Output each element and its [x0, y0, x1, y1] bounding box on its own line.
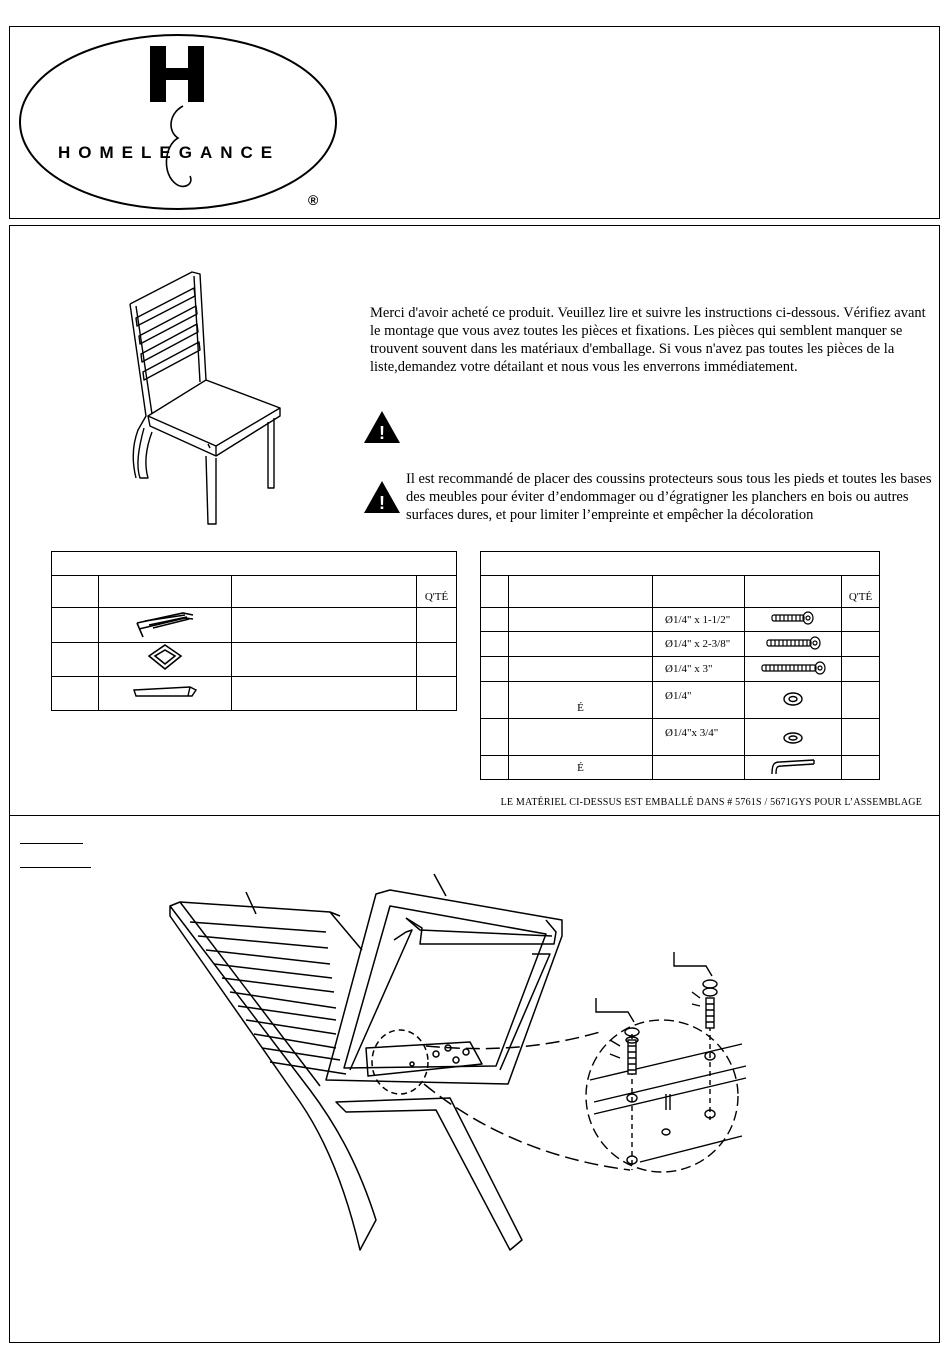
- table-row: [481, 657, 880, 682]
- packaging-note: LE MATÉRIEL CI-DESSUS EST EMBALLÉ DANS # 5761S / 5671GYS POUR L’ASSEMBLAGE: [500, 797, 922, 808]
- hardware-spec: Ø1/4" x 1-1/2": [653, 608, 745, 632]
- lock-washer-icon: [781, 730, 805, 746]
- svg-text:!: !: [379, 423, 385, 443]
- intro-paragraph: Merci d'avoir acheté ce produit. Veuillez lire et suivre les instructions ci-dessous. Vérifiez avant le montage que vous avez toutes les pièces et fixations. Les pièces qui semblent manquer se trouvent souvent dans les matériaux d'emballage. Si vous n'avez pas toutes les pièces de la liste,demandez votre détailant et nous vous les enverrons immédiatement.: [370, 305, 926, 375]
- seat-cushion-icon: [145, 643, 185, 673]
- brand-logo: [18, 34, 340, 214]
- parts-table-title: [52, 552, 457, 576]
- chair-back-icon: [133, 609, 197, 639]
- bolt-long-icon: [758, 661, 828, 675]
- warning-triangle-icon: [363, 480, 401, 514]
- assembly-diagram: [150, 870, 750, 1260]
- registered-mark: ®: [308, 192, 319, 208]
- hardware-note: É: [509, 756, 653, 780]
- step-label-line: [20, 843, 83, 844]
- table-row: [481, 632, 880, 657]
- table-row: [52, 643, 457, 677]
- qty-header: Q'TÉ: [417, 576, 457, 608]
- logo-wordmark: HOMELEGANCE: [58, 143, 281, 162]
- table-row: [481, 682, 880, 719]
- bolt-medium-icon: [763, 636, 823, 650]
- flat-washer-icon: [781, 691, 805, 707]
- floor-protection-warning: Il est recommandé de placer des coussins protecteurs sous tous les pieds et toutes les bases des meubles pour éviter d’endommager ou d’égratigner les planchers en bois ou autres surfaces dures, et pour limiter l’empreinte et empêcher la décoloration: [406, 471, 932, 523]
- table-row: [481, 608, 880, 632]
- warning-triangle-icon: [363, 410, 401, 444]
- hardware-spec: Ø1/4" x 2-3/8": [653, 632, 745, 657]
- leg-bar-icon: [130, 682, 200, 702]
- hardware-table: [480, 551, 880, 780]
- bolt-short-icon: [768, 611, 818, 625]
- qty-header: Q'TÉ: [842, 576, 880, 608]
- step-label-line: [20, 867, 91, 868]
- table-row: [52, 677, 457, 711]
- allen-key-icon: [768, 756, 818, 776]
- hardware-spec: Ø1/4"x 3/4": [653, 719, 745, 756]
- hardware-table-title: [481, 552, 880, 576]
- table-row: [481, 719, 880, 756]
- svg-text:!: !: [379, 493, 385, 513]
- hardware-note: É: [509, 682, 653, 719]
- table-row: [481, 756, 880, 780]
- hardware-spec: Ø1/4" x 3": [653, 657, 745, 682]
- parts-table: [51, 551, 457, 711]
- chair-illustration: [122, 266, 292, 528]
- hardware-spec: Ø1/4": [653, 682, 745, 719]
- table-row: [52, 608, 457, 643]
